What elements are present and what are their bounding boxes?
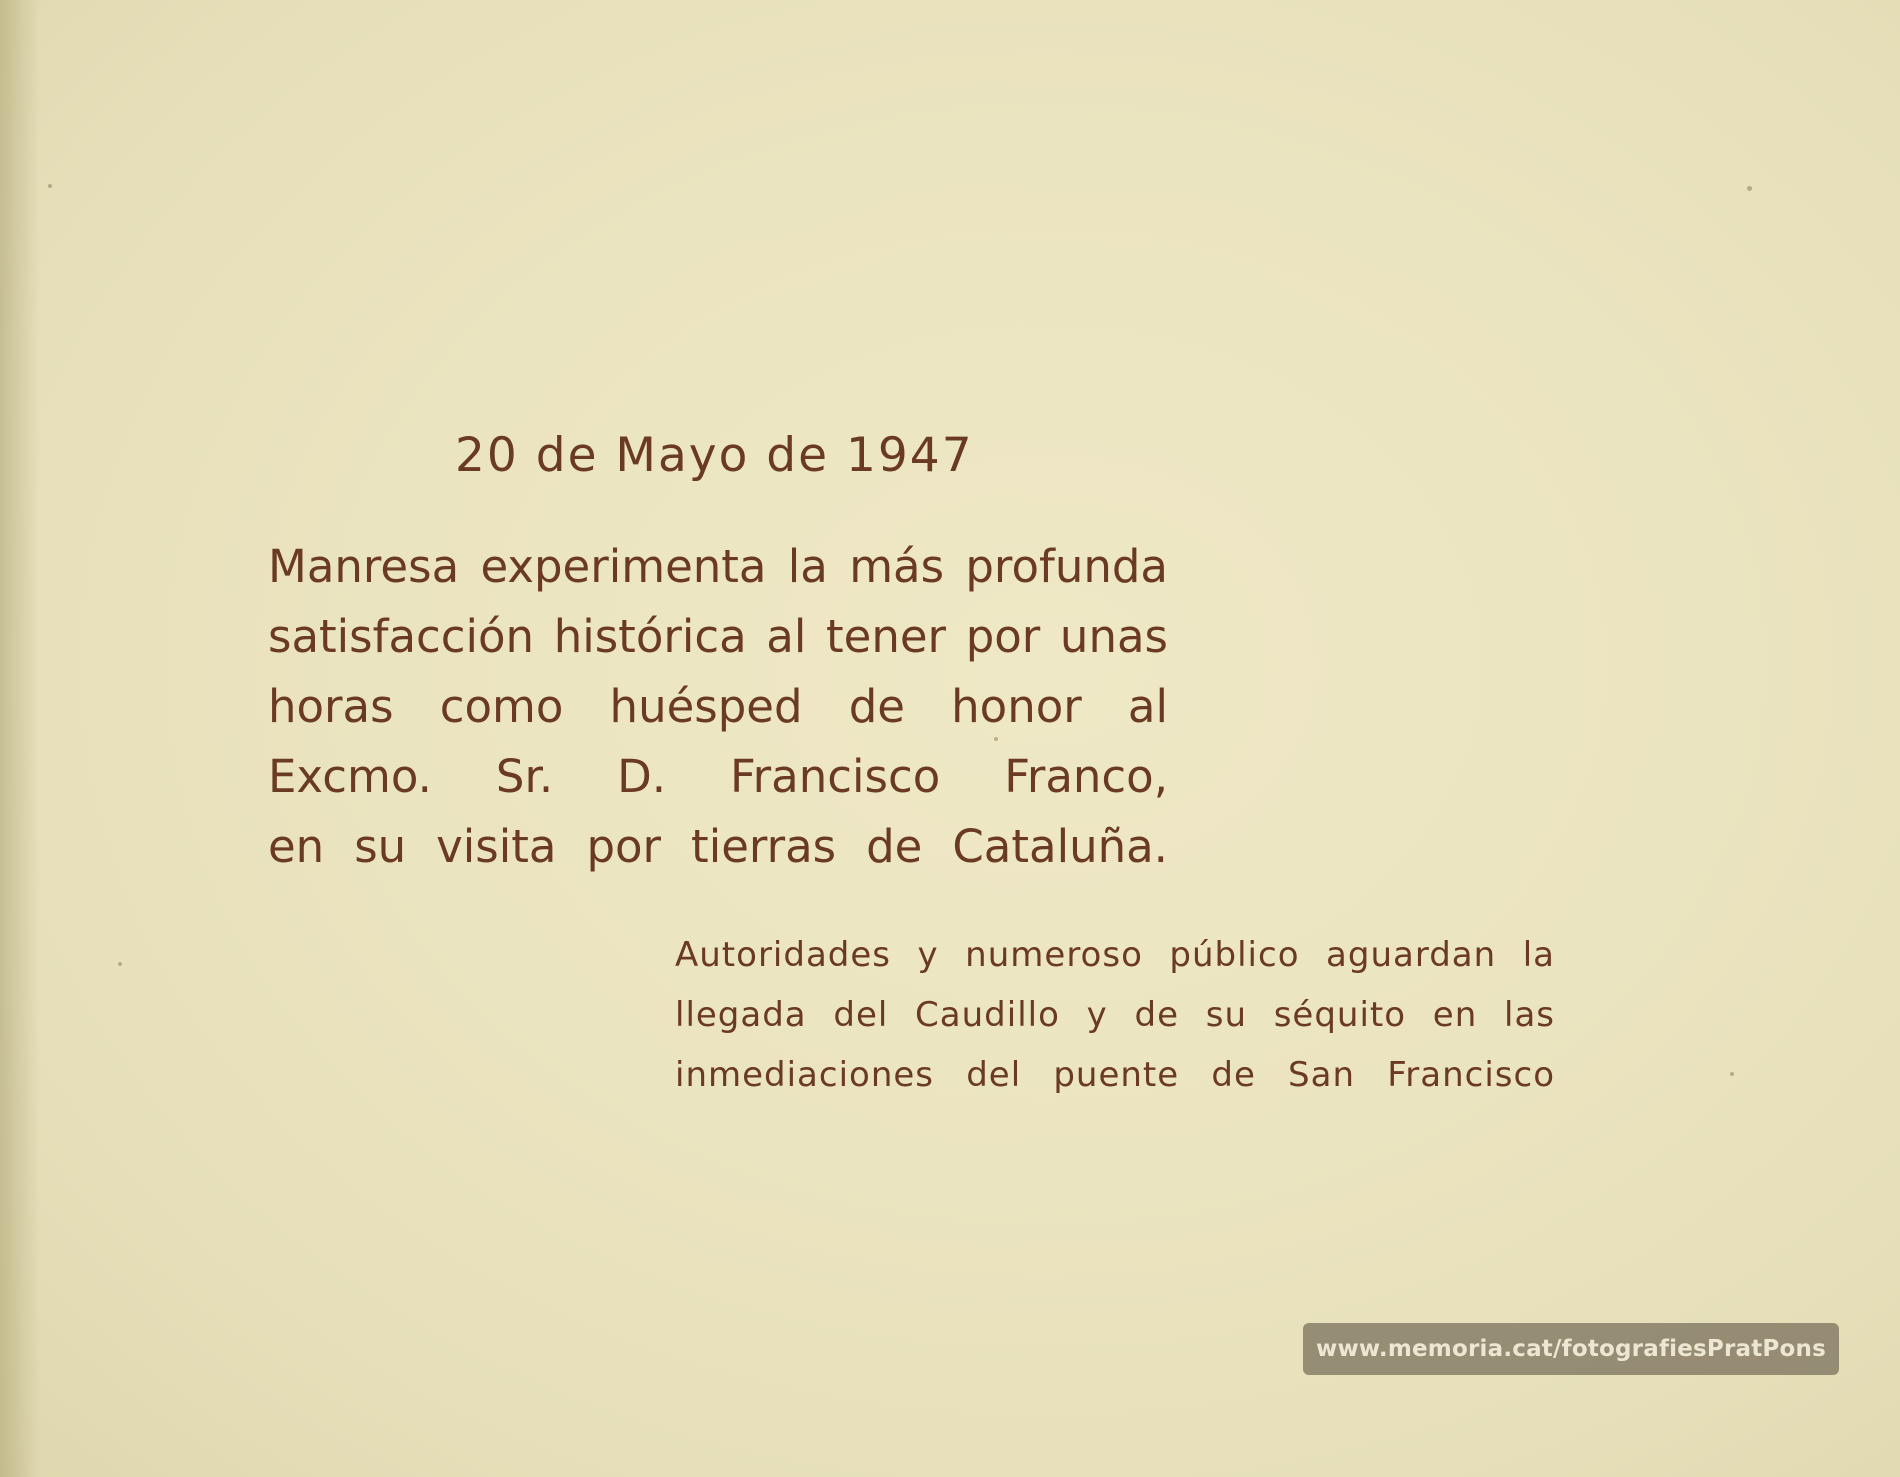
paper-speck bbox=[1747, 186, 1752, 191]
photo-caption bbox=[675, 925, 1555, 1105]
page-binding-shadow bbox=[0, 0, 40, 1477]
main-text-line: satisfacción histórica al tener por unas bbox=[268, 610, 1168, 663]
caption-line: llegada del Caudillo y de su séquito en las bbox=[675, 995, 1555, 1035]
date-heading: 20 de Mayo de 1947 bbox=[455, 428, 974, 483]
caption-line: inmediaciones del puente de San Francisco bbox=[675, 1055, 1555, 1095]
main-text bbox=[268, 532, 1168, 882]
main-text-line: Excmo. Sr. D. Francisco Franco, bbox=[268, 750, 1168, 803]
paper-speck bbox=[118, 962, 122, 966]
source-watermark: www.memoria.cat/fotografiesPratPons bbox=[1303, 1323, 1839, 1375]
paper-speck bbox=[48, 184, 52, 188]
caption-line: Autoridades y numeroso público aguardan la bbox=[675, 935, 1555, 975]
paper-speck bbox=[1730, 1072, 1734, 1076]
main-text-line: horas como huésped de honor al bbox=[268, 680, 1168, 733]
main-text-line: Manresa experimenta la más profunda bbox=[268, 540, 1168, 593]
main-text-line: en su visita por tierras de Cataluña. bbox=[268, 820, 1168, 873]
